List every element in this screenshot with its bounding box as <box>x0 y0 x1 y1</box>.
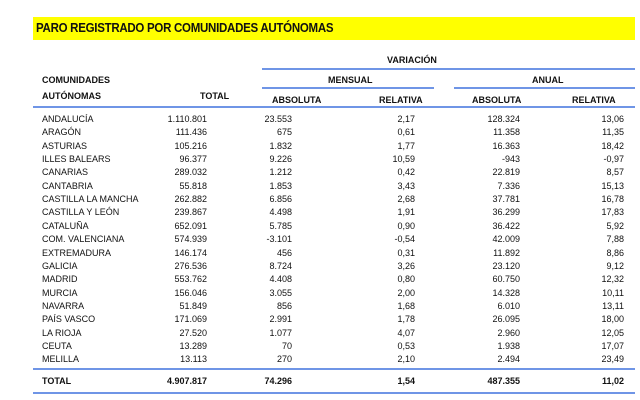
anual-absoluta: 7.336 <box>497 180 520 191</box>
anual-absoluta: 16.363 <box>492 140 520 151</box>
mensual-relativa: 4,07 <box>397 327 415 338</box>
region-total: 27.520 <box>179 327 207 338</box>
anual-relativa: 13,06 <box>601 114 624 124</box>
table-row <box>0 114 640 127</box>
table-row <box>0 314 640 327</box>
mensual-absoluta: 2.991 <box>269 314 292 325</box>
table-row <box>0 207 640 220</box>
region-total: 13.113 <box>180 354 207 365</box>
mensual-relativa: 0,42 <box>397 167 415 178</box>
mensual-absoluta: 6.856 <box>269 194 292 205</box>
mensual-relativa: 1,77 <box>397 140 415 151</box>
total-mensual-absoluta: 74.296 <box>264 376 292 386</box>
anual-relativa: 16,78 <box>601 194 624 205</box>
region-name: CANARIAS <box>42 167 89 178</box>
mensual-absoluta: 856 <box>276 300 292 311</box>
table-row <box>0 328 640 341</box>
total-anual-absoluta: 487.355 <box>487 376 520 386</box>
mensual-absoluta: 1.212 <box>269 167 292 178</box>
header-anual-relativa: RELATIVA <box>572 95 616 105</box>
mensual-relativa: 2,00 <box>397 287 415 298</box>
anual-relativa: -0,97 <box>603 154 624 165</box>
anual-relativa: 17,83 <box>601 207 624 218</box>
region-total: 105.216 <box>174 140 207 151</box>
mensual-absoluta: -3.101 <box>266 234 292 245</box>
region-total: 171.069 <box>174 314 207 325</box>
anual-relativa: 7,88 <box>606 234 624 245</box>
anual-relativa: 23,49 <box>601 354 624 365</box>
anual-relativa: 18,42 <box>601 140 624 151</box>
mensual-relativa: 2,17 <box>397 114 415 124</box>
rule-total-top <box>33 368 635 370</box>
mensual-relativa: 1,78 <box>397 314 415 325</box>
mensual-absoluta: 4.498 <box>269 207 292 218</box>
region-name: MURCIA <box>42 287 78 298</box>
header-mensual-absoluta: ABSOLUTA <box>272 95 322 105</box>
region-name: CEUTA <box>42 340 72 351</box>
anual-absoluta: 36.299 <box>492 207 520 218</box>
anual-absoluta: 1.938 <box>497 340 520 351</box>
region-total: 262.882 <box>174 194 207 205</box>
table-row <box>0 141 640 154</box>
region-name: CATALUÑA <box>42 220 89 231</box>
mensual-relativa: 3,43 <box>397 180 415 191</box>
table-row <box>0 194 640 207</box>
region-name: NAVARRA <box>42 300 85 311</box>
table-row <box>0 234 640 247</box>
mensual-absoluta: 456 <box>276 247 292 258</box>
mensual-relativa: 0,61 <box>397 127 415 138</box>
mensual-relativa: 0,90 <box>397 220 415 231</box>
total-row <box>0 376 640 389</box>
region-total: 652.091 <box>174 220 207 231</box>
mensual-relativa: 1,91 <box>397 207 415 218</box>
region-name: PAÍS VASCO <box>42 314 96 325</box>
region-total: 51.849 <box>179 300 207 311</box>
anual-relativa: 15,13 <box>601 180 624 191</box>
table-row <box>0 181 640 194</box>
region-total: 13.289 <box>179 340 207 351</box>
header-anual: ANUAL <box>532 75 564 85</box>
rule-total-bottom <box>33 392 635 394</box>
mensual-relativa: 1,68 <box>397 300 415 311</box>
region-total: 289.032 <box>174 167 207 178</box>
anual-absoluta: 2.960 <box>497 327 520 338</box>
page-title: PARO REGISTRADO POR COMUNIDADES AUTÓNOMAS <box>36 21 334 35</box>
header-variacion: VARIACIÓN <box>387 55 437 65</box>
region-name: MELILLA <box>42 354 80 365</box>
anual-absoluta: 11.358 <box>493 127 520 138</box>
total-label: TOTAL <box>42 376 72 386</box>
mensual-relativa: -0,54 <box>394 234 415 245</box>
mensual-absoluta: 4.408 <box>269 274 292 285</box>
mensual-relativa: 0,31 <box>397 247 415 258</box>
anual-absoluta: 128.324 <box>487 114 520 124</box>
region-total: 111.436 <box>175 127 207 138</box>
region-name: GALICIA <box>42 260 78 271</box>
header-anual-absoluta: ABSOLUTA <box>472 95 522 105</box>
region-total: 96.377 <box>179 154 207 165</box>
anual-relativa: 11,35 <box>602 127 624 138</box>
anual-relativa: 12,32 <box>601 274 624 285</box>
table-row <box>0 274 640 287</box>
region-total: 574.939 <box>174 234 207 245</box>
anual-absoluta: 42.009 <box>492 234 520 245</box>
region-name: ARAGÓN <box>42 127 82 138</box>
region-total: 1.110.801 <box>167 114 207 124</box>
anual-relativa: 10,11 <box>602 287 624 298</box>
anual-absoluta: 11.892 <box>493 247 520 258</box>
mensual-absoluta: 1.853 <box>269 180 292 191</box>
region-total: 146.174 <box>174 247 207 258</box>
mensual-relativa: 2,10 <box>397 354 415 365</box>
total-mensual-relativa: 1,54 <box>397 376 415 386</box>
mensual-absoluta: 1.077 <box>269 327 292 338</box>
anual-absoluta: 37.781 <box>492 194 520 205</box>
table-row <box>0 261 640 274</box>
mensual-relativa: 2,68 <box>397 194 415 205</box>
region-name: ASTURIAS <box>42 140 88 151</box>
rule-mensual <box>262 87 434 89</box>
anual-relativa: 8,57 <box>606 167 624 178</box>
header-mensual-relativa: RELATIVA <box>379 95 423 105</box>
region-name: CASTILLA LA MANCHA <box>42 194 139 205</box>
rule-variacion <box>262 68 635 70</box>
anual-absoluta: 60.750 <box>492 274 520 285</box>
region-name: ILLES BALEARS <box>42 154 111 165</box>
region-name: CANTABRIA <box>42 180 93 191</box>
mensual-absoluta: 3.055 <box>269 287 292 298</box>
region-name: MADRID <box>42 274 78 285</box>
table-row <box>0 127 640 140</box>
anual-relativa: 9,12 <box>606 260 624 271</box>
mensual-relativa: 10,59 <box>392 154 415 165</box>
total-value: 4.907.817 <box>166 376 207 386</box>
anual-absoluta: 36.422 <box>492 220 520 231</box>
anual-relativa: 8,86 <box>606 247 624 258</box>
header-mensual: MENSUAL <box>328 75 373 85</box>
mensual-absoluta: 9.226 <box>269 154 292 165</box>
anual-absoluta: 2.494 <box>497 354 520 365</box>
table-row <box>0 221 640 234</box>
table-row <box>0 167 640 180</box>
table-row <box>0 354 640 367</box>
table-row <box>0 248 640 261</box>
anual-absoluta: -943 <box>501 154 520 165</box>
mensual-absoluta: 270 <box>276 354 292 365</box>
region-name: COM. VALENCIANA <box>42 234 125 245</box>
anual-absoluta: 6.010 <box>497 300 520 311</box>
region-name: CASTILLA Y LEÓN <box>42 207 120 218</box>
total-anual-relativa: 11,02 <box>601 376 624 386</box>
header-autonomas: AUTÓNOMAS <box>42 91 101 101</box>
anual-relativa: 5,92 <box>606 220 624 231</box>
region-name: EXTREMADURA <box>42 247 112 258</box>
header-total: TOTAL <box>200 91 230 101</box>
mensual-absoluta: 70 <box>281 340 292 351</box>
rule-anual <box>454 87 635 89</box>
mensual-relativa: 3,26 <box>397 260 415 271</box>
region-name: LA RIOJA <box>42 327 82 338</box>
region-total: 55.818 <box>179 180 207 191</box>
region-total: 156.046 <box>174 287 207 298</box>
title-bar <box>33 17 635 40</box>
table-row <box>0 341 640 354</box>
region-total: 239.867 <box>174 207 207 218</box>
region-name: ANDALUCÍA <box>42 114 94 124</box>
table-row <box>0 301 640 314</box>
region-total: 553.762 <box>174 274 207 285</box>
anual-absoluta: 22.819 <box>492 167 520 178</box>
mensual-absoluta: 5.785 <box>269 220 292 231</box>
mensual-relativa: 0,53 <box>397 340 415 351</box>
header-comunidades: COMUNIDADES <box>42 75 111 85</box>
mensual-absoluta: 675 <box>276 127 292 138</box>
table-row <box>0 288 640 301</box>
rule-header-bottom <box>33 106 635 108</box>
mensual-absoluta: 23.553 <box>264 114 292 124</box>
anual-relativa: 12,05 <box>601 327 624 338</box>
anual-relativa: 17,07 <box>601 340 624 351</box>
table-row <box>0 154 640 167</box>
mensual-absoluta: 8.724 <box>269 260 292 271</box>
anual-relativa: 18,00 <box>601 314 624 325</box>
anual-relativa: 13,11 <box>602 300 624 311</box>
mensual-relativa: 0,80 <box>397 274 415 285</box>
mensual-absoluta: 1.832 <box>269 140 292 151</box>
anual-absoluta: 23.120 <box>492 260 520 271</box>
anual-absoluta: 14.328 <box>492 287 520 298</box>
anual-absoluta: 26.095 <box>492 314 520 325</box>
region-total: 276.536 <box>174 260 207 271</box>
